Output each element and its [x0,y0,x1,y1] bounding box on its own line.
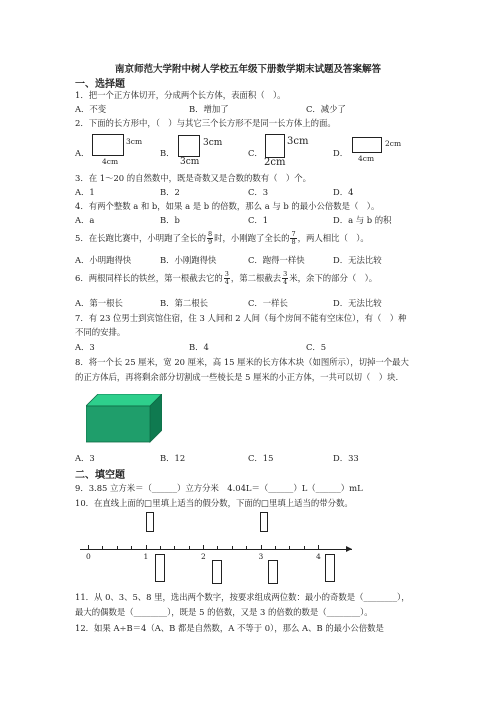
q4-option-d: D．a 与 b 的积 [333,215,392,225]
q6-fraction-1-denominator: 4 [224,278,229,286]
minor-tick-mark [102,546,103,550]
q5-option-b: B．小刚跑得快 [160,255,217,265]
q1-option-c: C．减少了 [306,104,346,114]
q2-rect-c-height: 3cm [287,136,309,147]
tick-mark [146,545,147,550]
question-3: 3．在 1～20 的自然数中，既是奇数又是合数的数有（ ）个。 [75,173,312,183]
number-line-box-above-1[interactable] [146,512,154,532]
q6-text-mid: ，第二根截去 [230,273,282,283]
tick-label: 2 [201,552,206,561]
q6-option-d: D．无法比较 [333,298,382,308]
q6-fraction-2-numerator: 3 [283,270,288,278]
question-10: 10．在直线上面的□里填上适当的假分数，下面的□里填上适当的带分数。 [75,498,353,508]
q8-option-c: C．15 [248,453,274,463]
q2-option-a: A． [75,148,90,158]
question-5 [75,231,369,246]
minor-tick-mark [131,546,132,550]
q1-option-b: B．增加了 [189,104,229,114]
q5-fraction-1-numerator: 8 [207,230,213,238]
q2-rect-d-height: 2cm [385,139,402,148]
q3-option-c: C．3 [248,187,269,197]
question-7-line-1: 7．有 23 位男士到宾馆住宿，住 3 人间和 2 人间（每个房间不能有空床位），有（ ）种 [75,313,407,323]
q3-option-a: A．1 [75,187,95,197]
question-11-line-1: 11．从 0、3、5、8 里，选出两个数字，按要求组成两位数：最小的奇数是（________）， [75,592,410,602]
minor-tick-mark [246,546,247,550]
q2-rect-a-height: 3cm [126,137,143,146]
q2-rect-a [92,134,124,156]
q6-option-b: B．第二根长 [160,298,209,308]
minor-tick-mark [217,546,218,550]
q5-fraction-2-denominator: 8 [291,238,296,246]
question-2: 2．下面的长方形中，（ ）与其它三个长方形不是同一长方体上的面。 [75,118,336,128]
q2-option-d: D． [333,148,349,158]
minor-tick-mark [174,546,175,550]
q3-option-b: B．2 [160,187,180,197]
minor-tick-mark [232,546,233,550]
q5-text-post: ，两人相比（ ）。 [297,233,369,243]
number-line-box-below-1[interactable] [155,554,165,582]
question-12: 12．如果 A÷B＝4（A、B 都是自然数，A 不等于 0），那么 A、B 的最小公倍数是 [75,623,384,633]
number-line-box-above-3[interactable] [260,512,268,532]
q5-text-mid: 时，小刚跑了全长的 [214,233,290,243]
q6-option-a: A．第一根长 [75,298,123,308]
q3-option-d: D．4 [333,187,354,197]
tick-mark [261,545,262,550]
q7-option-a: A．3 [75,342,95,352]
minor-tick-mark [160,546,161,550]
q6-text-pre: 6．两根同样长的铁丝，第一根截去它的 [75,273,223,283]
q6-option-c: C．一样长 [248,298,288,308]
section-heading-fill-in: 二、填空题 [75,470,125,481]
question-8-line-1: 8．将一个长 25 厘米，宽 20 厘米，高 15 厘米的长方体木块（如图所示），切掉一个最大 [75,357,409,367]
q4-option-c: C．1 [248,215,269,225]
q2-rect-d-width: 4cm [358,154,375,163]
section-heading-choice: 一、选择题 [75,79,125,90]
q6-fraction-1-numerator: 3 [224,270,229,278]
q6-fraction-2-denominator: 4 [283,278,288,286]
question-8-line-2: 的正方体后，再将剩余部分切割成一些棱长是 5 厘米的小正方体，一共可以切（ ）块. [75,372,399,382]
q2-rect-b [178,135,200,157]
tick-mark [318,545,319,550]
q6-fraction-1 [224,271,230,286]
q6-text-post: 米，余下的部分（ ）。 [289,273,378,283]
q5-text-pre: 5．在长跑比赛中，小明跑了全长的 [75,233,206,243]
cuboid-top-face [86,394,162,406]
q2-rect-c-width: 2cm [264,157,286,168]
q8-option-b: B．12 [160,453,186,463]
tick-label: 1 [143,552,149,561]
number-line-box-below-3[interactable] [268,560,278,584]
q2-rect-d [352,137,382,153]
number-line-box-below-2[interactable] [212,560,222,584]
minor-tick-mark [117,546,118,550]
minor-tick-mark [289,546,290,550]
q2-rect-b-height: 3cm [203,138,223,148]
q7-option-c: C．5 [306,342,327,352]
q5-option-a: A．小明跑得快 [75,255,132,265]
page-title: 南京师范大学附中树人学校五年级下册数学期末试题及答案解答 [114,64,381,75]
q8-option-d: D．33 [333,453,359,463]
q5-fraction-2-numerator: 7 [291,230,296,238]
q5-fraction-2 [290,231,296,246]
q5-fraction-1-denominator: 9 [207,238,213,246]
q2-rect-a-width: 4cm [102,157,119,166]
tick-mark [88,545,89,550]
q4-option-a: A．a [75,215,95,225]
number-line-box-below-4[interactable] [325,554,335,582]
tick-label: 3 [258,552,264,561]
tick-label: 4 [316,552,321,561]
cuboid-front-face [86,406,150,442]
q8-option-a: A．3 [75,453,95,463]
minor-tick-mark [189,546,190,550]
minor-tick-mark [304,546,305,550]
q6-fraction-2 [282,271,288,286]
question-9: 9．3.85 立方米＝（______）立方分米 4.04L＝（______）L（______）mL [75,483,363,493]
question-1: 1．把一个正方体切开，分成两个长方体，表面积（ ）。 [75,90,286,100]
number-line [80,549,352,550]
q5-option-c: C．跑得一样快 [248,255,305,265]
question-4: 4．有两个整数 a 和 b，如果 a 是 b 的倍数，那么 a 与 b 的最小公倍数是（ ）。 [75,201,380,211]
q5-fraction-1 [207,231,213,246]
q1-option-a: A．不变 [75,104,107,114]
question-6 [75,271,377,286]
q2-rect-b-width: 3cm [180,157,200,167]
tick-label: 0 [86,552,91,561]
q7-option-b: B．4 [189,342,209,352]
tick-mark [203,545,204,550]
q2-option-b: B． [160,148,175,158]
cuboid-block-figure [86,394,162,444]
q2-option-c: C． [248,148,263,158]
number-line-arrow-icon [346,546,352,552]
q2-rect-c [265,134,285,158]
question-7-line-2: 不同的安排。 [75,327,126,337]
q4-option-b: B．b [160,215,180,225]
question-11-line-2: 最大的偶数是（________），既是 5 的倍数，又是 3 的倍数的数是（________）。 [75,607,373,617]
minor-tick-mark [275,546,276,550]
q5-option-d: D．无法比较 [333,255,382,265]
